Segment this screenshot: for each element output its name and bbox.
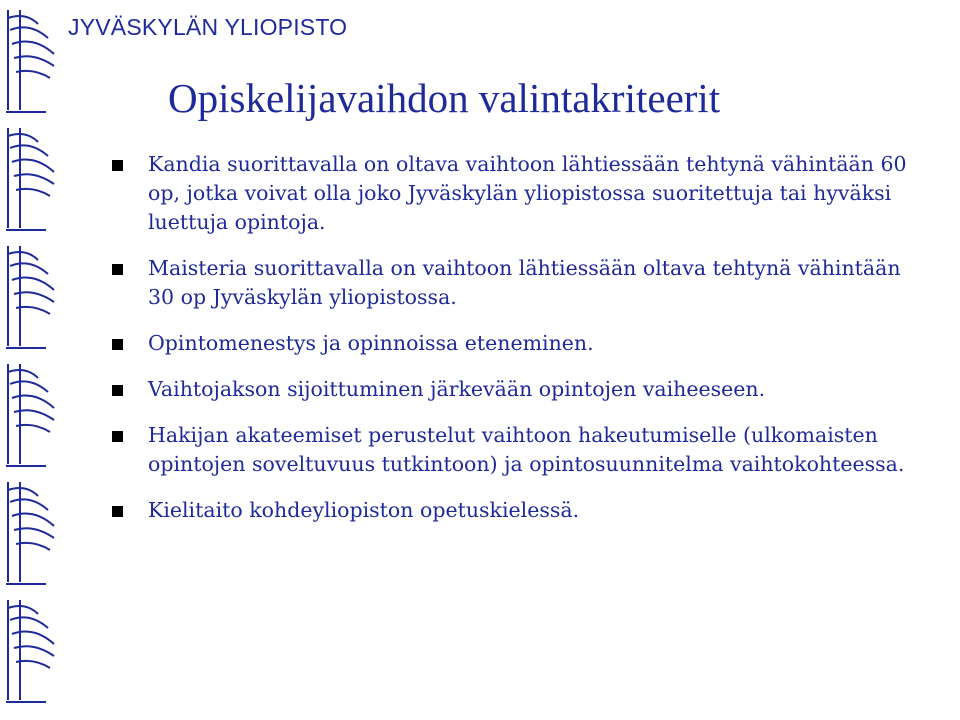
bullet-text: Maisteria suorittavalla on vaihtoon lähtiessään oltava tehtynä vähintään 30 op Jyväskylän yliopistossa. bbox=[148, 256, 901, 309]
bullet-text: Kielitaito kohdeyliopiston opetuskielessä. bbox=[148, 498, 580, 522]
university-logo-pattern-icon bbox=[0, 0, 60, 720]
square-bullet-icon bbox=[112, 506, 123, 517]
square-bullet-icon bbox=[112, 385, 123, 396]
bullet-item bbox=[112, 421, 912, 479]
bullet-item bbox=[112, 329, 912, 358]
bullet-item bbox=[112, 150, 912, 237]
bullet-item bbox=[112, 254, 912, 312]
slide-title: Opiskelijavaihdon valintakriteerit bbox=[168, 75, 721, 121]
square-bullet-icon bbox=[112, 431, 123, 442]
square-bullet-icon bbox=[112, 160, 123, 171]
bullet-text: Vaihtojakson sijoittuminen järkevään opintojen vaiheeseen. bbox=[148, 377, 766, 401]
bullet-item bbox=[112, 375, 912, 404]
bullet-item bbox=[112, 496, 912, 525]
square-bullet-icon bbox=[112, 339, 123, 350]
bullet-list bbox=[112, 150, 912, 542]
bullet-text: Opintomenestys ja opinnoissa eteneminen. bbox=[148, 331, 594, 355]
university-logo-text: JYVÄSKYLÄN YLIOPISTO bbox=[68, 14, 348, 40]
square-bullet-icon bbox=[112, 264, 123, 275]
bullet-text: Hakijan akateemiset perustelut vaihtoon hakeutumiselle (ulkomaisten opintojen soveltuvuus tutkintoon) ja opintosuunnitelma vaihtokohteessa. bbox=[148, 423, 905, 476]
bullet-text: Kandia suorittavalla on oltava vaihtoon lähtiessään tehtynä vähintään 60 op, jotka voivat olla joko Jyväskylän yliopistossa suoritettuja tai hyväksi luettuja opintoja. bbox=[148, 152, 907, 234]
left-decorative-band bbox=[0, 0, 60, 720]
